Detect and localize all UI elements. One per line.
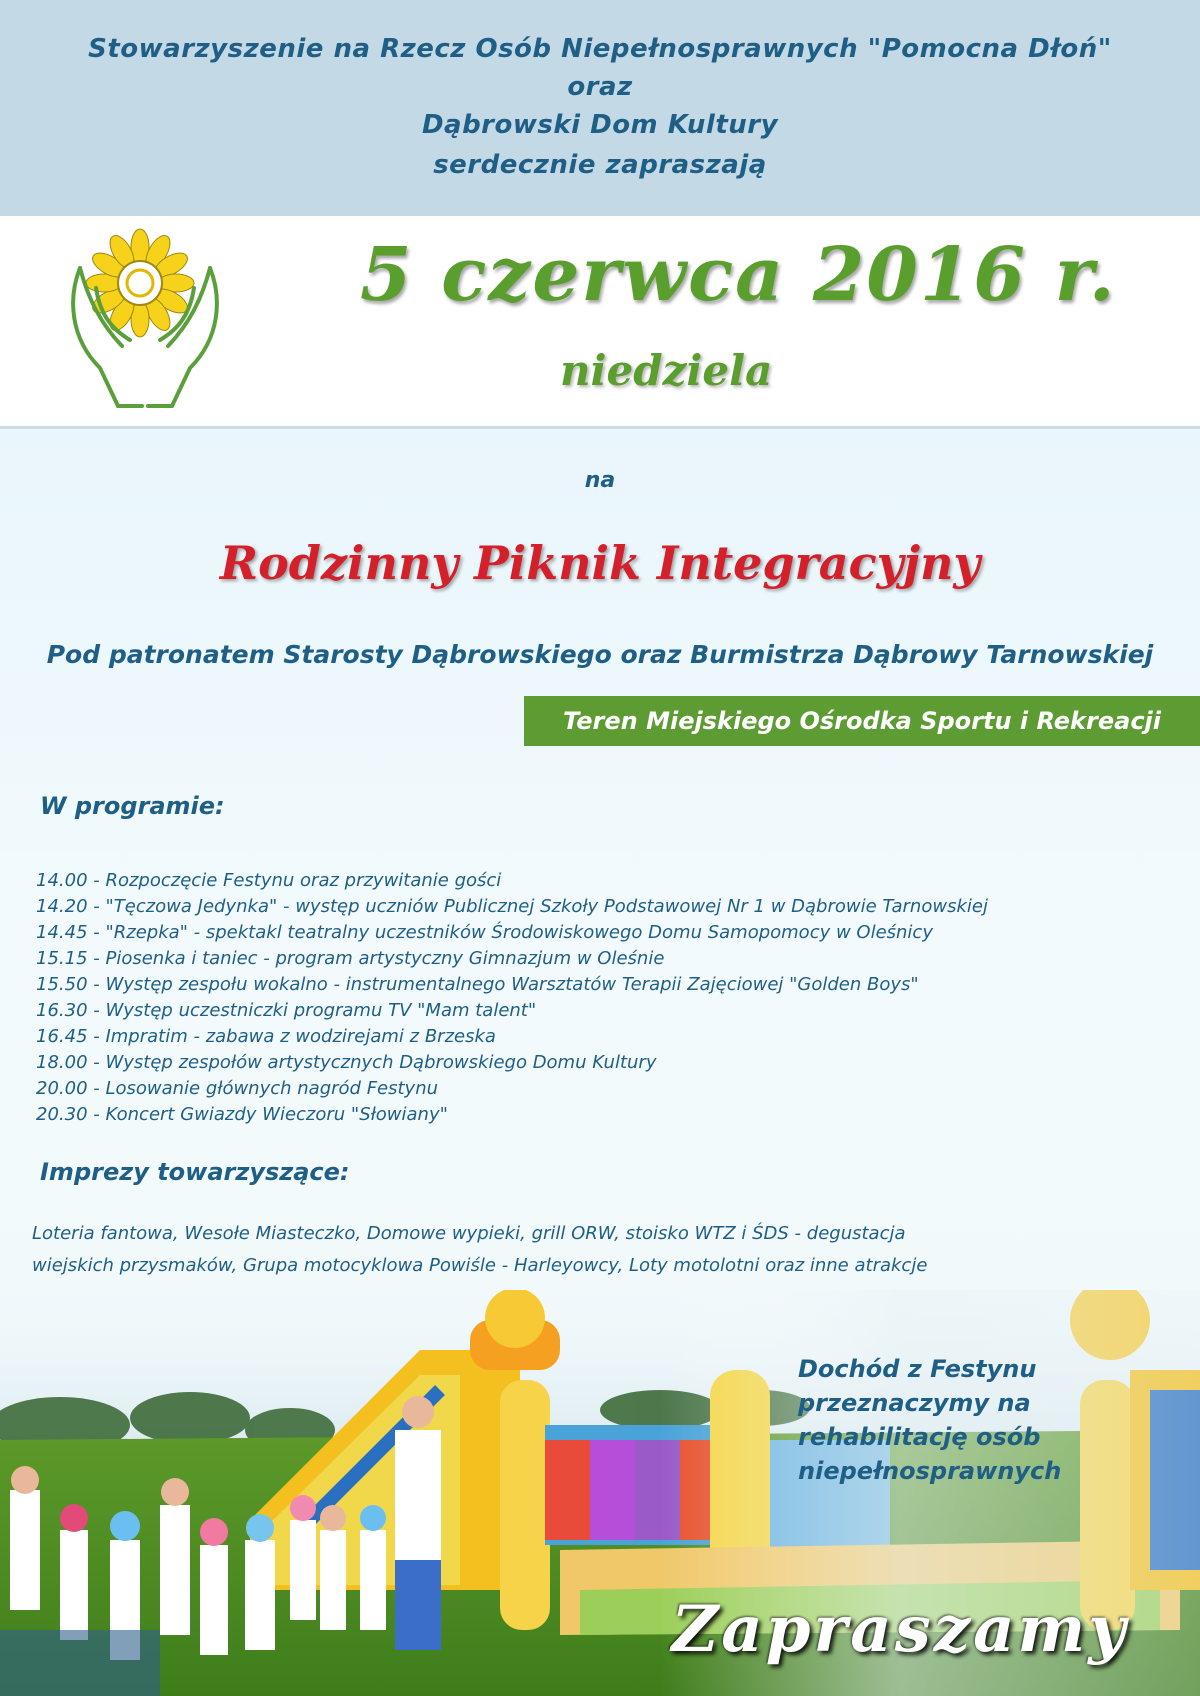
income-line: niepełnosprawnych bbox=[798, 1457, 1062, 1485]
program-item: 18.00 - Występ zespołów artystycznych Dąbrowskiego Domu Kultury bbox=[36, 1052, 657, 1073]
program-list bbox=[36, 868, 1176, 1128]
program-item: 16.45 - Impratim - zabawa z wodzirejami z Brzeska bbox=[36, 1026, 496, 1047]
co-organizer-line: Dąbrowski Dom Kultury bbox=[421, 110, 779, 140]
program-item: 14.00 - Rozpoczęcie Festynu oraz przywitanie gości bbox=[36, 870, 502, 891]
program-item: 15.15 - Piosenka i taniec - program artystyczny Gimnazjum w Oleśnie bbox=[36, 948, 665, 969]
program-item: 14.45 - "Rzepka" - spektakl teatralny uczestników Środowiskowego Domu Samopomocy w Oleśnicy bbox=[36, 922, 933, 943]
income-line: Dochód z Festynu bbox=[798, 1355, 1037, 1383]
event-day: niedziela bbox=[560, 346, 773, 395]
event-title: Rodzinny Piknik Integracyjny bbox=[219, 536, 981, 590]
program-item: 15.50 - Występ zespołu wokalno - instrumentalnego Warsztatów Terapii Zajęciowej "Golden Boys" bbox=[36, 974, 919, 995]
invitation-line: serdecznie zapraszają bbox=[433, 150, 767, 180]
patronage-text: Pod patronatem Starosty Dąbrowskiego oraz Burmistrza Dąbrowy Tarnowskiej bbox=[46, 640, 1154, 669]
program-heading: W programie: bbox=[40, 792, 225, 820]
event-date: 5 czerwca 2016 r. bbox=[360, 232, 1117, 318]
income-line: rehabilitację osób bbox=[798, 1423, 1041, 1451]
program-item: 16.30 - Występ uczestniczki programu TV "Mam talent" bbox=[36, 1000, 537, 1021]
organizer-line: Stowarzyszenie na Rzecz Osób Niepełnosprawnych "Pomocna Dłoń" bbox=[88, 34, 1112, 64]
extras-heading: Imprezy towarzyszące: bbox=[40, 1158, 350, 1186]
invite-text: Zapraszamy bbox=[671, 1592, 1129, 1667]
conjunction-line: oraz bbox=[567, 72, 633, 102]
extras-line: Loteria fantowa, Wesołe Miasteczko, Domowe wypieki, grill ORW, stoisko WTZ i ŚDS - degustacja bbox=[32, 1223, 906, 1244]
income-note bbox=[798, 1352, 1098, 1488]
program-item: 14.20 - "Tęczowa Jedynka" - występ uczniów Publicznej Szkoły Podstawowej Nr 1 w Dąbrowie Tarnowskiej bbox=[36, 896, 988, 917]
income-line: przeznaczymy na bbox=[798, 1389, 1031, 1417]
sun-in-hands-logo-icon bbox=[60, 228, 230, 418]
extras-text bbox=[32, 1218, 1152, 1282]
program-item: 20.00 - Losowanie głównych nagród Festynu bbox=[36, 1078, 439, 1099]
program-item: 20.30 - Koncert Gwiazdy Wieczoru "Słowiany" bbox=[36, 1104, 448, 1125]
venue-bar: Teren Miejskiego Ośrodka Sportu i Rekreacji bbox=[524, 696, 1200, 746]
preposition-na: na bbox=[584, 468, 616, 493]
header-band bbox=[0, 0, 1200, 216]
extras-line: wiejskich przysmaków, Grupa motocyklowa Powiśle - Harleyowcy, Loty motolotni oraz inne atrakcje bbox=[32, 1255, 928, 1276]
